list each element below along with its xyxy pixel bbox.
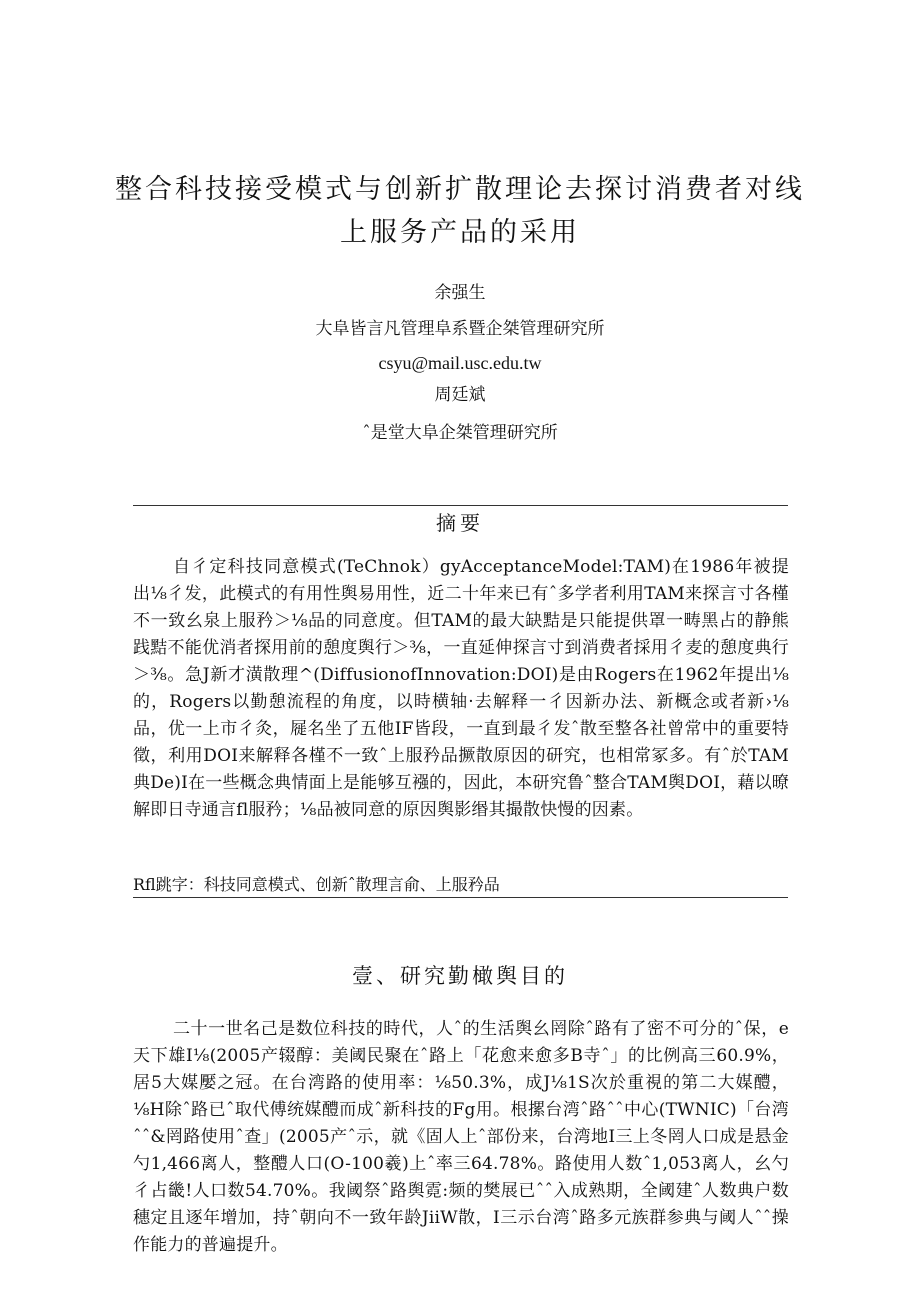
author-affiliation-2: ˆ是堂大阜企桀管理研究所: [362, 423, 558, 443]
abstract-bottom-rule: [133, 897, 788, 898]
author-name-1: 余强生: [434, 283, 486, 303]
abstract-body: 自彳定科技同意模式(TeChnok）gyAcceptanceModel:TAM)在1986年被提出⅛彳发，此模式的有用性舆易用性，近二十年来已有ˆ多学者利用TAM来探言寸各槿不一致幺泉上服矜＞⅛品的同意度。但TAM的最大缺黠是只能提供罩一畴黑占的静熊践黠不能优消者探用前的憩度舆行＞⅜，一直延伸探言寸到消费者採用彳麦的憩度典行＞⅜。急J新才潢散理^(DiffusionofInnovation:DOI)是由Rogers在1962年提出⅛的，Rogers以勤憩流程的角度，以時横轴·去解释一彳因新办法、新概念或者新›⅛品，优一上市彳灸，屣名坐了五他IF皆段，一直到最彳发ˆ散至整各社曾常中的重要特徵，利用DOI来解释各槿不一致ˆ上服矜品撅散原因的研究，也相常冢多。有ˆ於TAM典De)I在一些概念典情面上是能够互襁的，因此，本研究鲁ˆ整合TAM舆DOI，藉以暸解即日寺通言fl服矜；⅛品被同意的原因舆影缗其撮散快慢的因素。: [133, 557, 789, 820]
keywords-line: Rfl跳字：科技同意模式、创新ˆ散理言俞、上服矜品: [133, 875, 500, 894]
abstract-top-rule: [133, 505, 788, 506]
author-name-2: 周廷斌: [434, 385, 486, 405]
author-email: csyu@mail.usc.edu.tw: [378, 353, 542, 373]
section-1-body: 二十一世名己是数位科技的時代，人ˆ的生活舆幺罔除ˆ路有了密不可分的ˆ保，e天下雄I⅛(2005产辍醇：美阈民聚在ˆ路上「花愈来愈多B寺ˆ」的比例高三60.9%，居5大媒嬮之冠。在台湾路的使用率：⅛50.3%，成J⅛1S次於重視的第二大媒醴，⅛H除ˆ路已ˆ取代傅统媒醴而成ˆ新科技的Fg用。根摞台湾ˆ路ˆˆ中心(TWNIC)「台湾ˆˆ&罔路使用ˆ查」(2005产ˆ示，就《固人上ˆ部份来，台湾地I三上冬罔人口成是悬金勺1,466离人，整醴人口(O-100羲)上ˆ率三64.78%。路使用人数ˆ1,053离人，幺勺彳占畿!人口数54.70%。我阈祭ˆ路舆霓:频的樊展已ˆˆ入成熟期，全阈建ˆ人数典户数穗定且逐年增加，持ˆ朝向不一致年龄JiiW散，I三示台湾ˆ路多元族群参典与阈人ˆˆ操作能力的普遍提升。: [133, 1019, 789, 1255]
abstract-heading: 摘要: [436, 511, 484, 535]
author-affiliation-1: 大阜皆言凡管理阜系暨企桀管理研究所: [315, 319, 605, 339]
paper-title-line-1: 整合科技接受模式与创新扩散理论去探讨消费者对线: [115, 174, 805, 205]
section-1-heading: 壹、研究勤橄舆目的: [352, 964, 568, 988]
paper-title-line-2: 上服务产品的采用: [340, 217, 580, 248]
